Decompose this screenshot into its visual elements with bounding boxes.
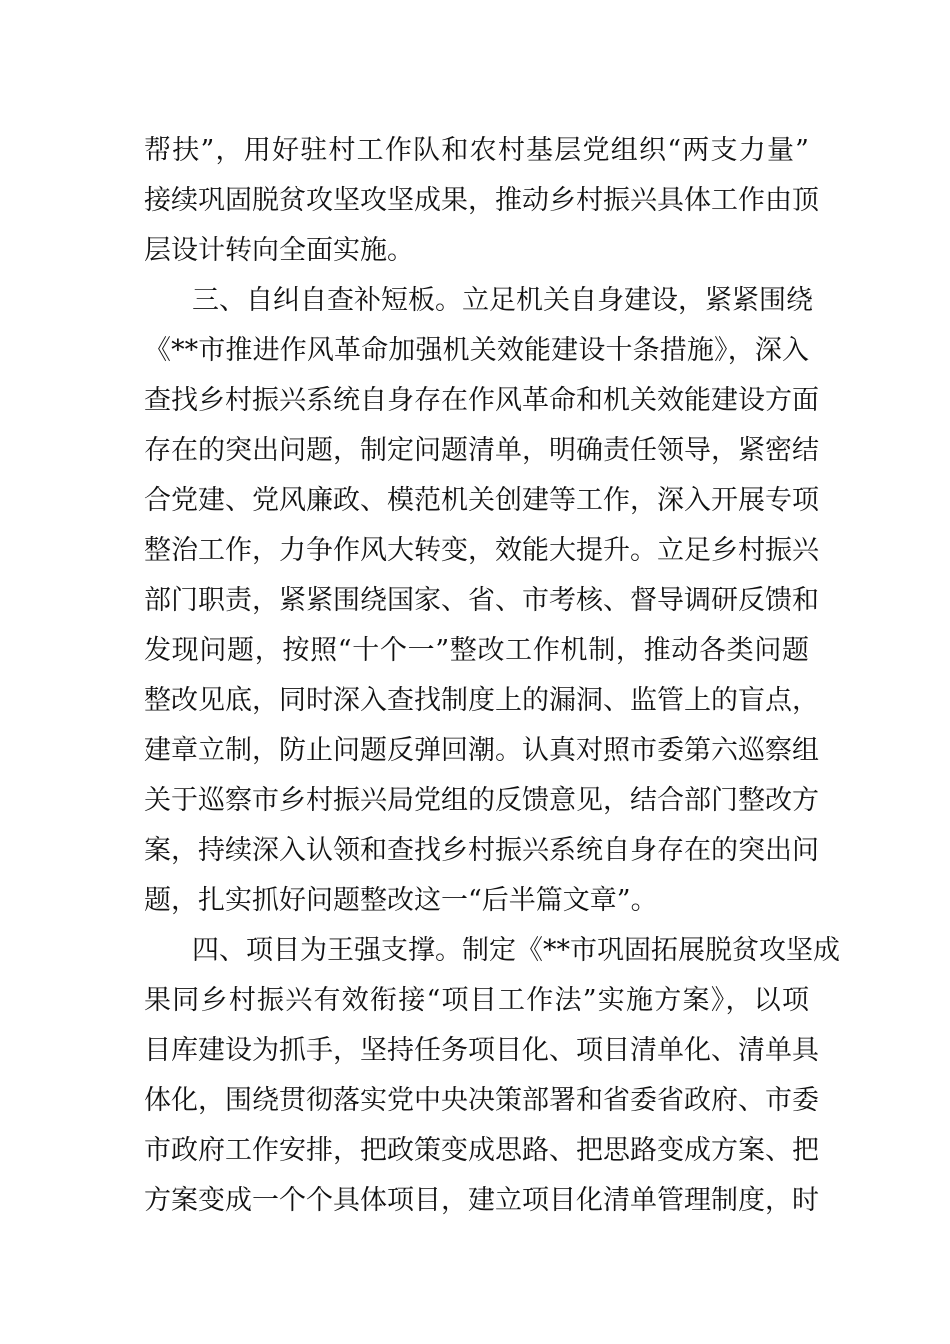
- text-line: 帮扶”，用好驻村工作队和农村基层党组织“两支力量”: [144, 135, 809, 166]
- paragraph-heading-line: 三、自纠自查补短板。立足机关自身建设，紧紧围绕: [192, 285, 813, 316]
- text-line: 《**市推进作风革命加强机关效能建设十条措施》，深入: [144, 335, 809, 366]
- text-line: 题，扎实抓好问题整改这一“后半篇文章”。: [144, 885, 658, 916]
- text-line: 层设计转向全面实施。: [144, 235, 414, 266]
- text-line: 整改见底，同时深入查找制度上的漏洞、监管上的盲点，: [144, 685, 819, 716]
- text-line: 接续巩固脱贫攻坚攻坚成果，推动乡村振兴具体工作由顶: [144, 185, 819, 216]
- text-line: 关于巡察市乡村振兴局党组的反馈意见，结合部门整改方: [144, 785, 819, 816]
- text-line: 建章立制，防止问题反弹回潮。认真对照市委第六巡察组: [144, 735, 819, 766]
- text-line: 查找乡村振兴系统自身存在作风革命和机关效能建设方面: [144, 385, 819, 416]
- paragraph-heading-line: 四、项目为王强支撑。制定《**市巩固拓展脱贫攻坚成: [192, 935, 840, 966]
- text-line: 案，持续深入认领和查找乡村振兴系统自身存在的突出问: [144, 835, 819, 866]
- text-line: 方案变成一个个具体项目，建立项目化清单管理制度，时: [144, 1185, 819, 1216]
- text-line: 部门职责，紧紧围绕国家、省、市考核、督导调研反馈和: [144, 585, 819, 616]
- text-line: 存在的突出问题，制定问题清单，明确责任领导，紧密结: [144, 435, 819, 466]
- text-line: 果同乡村振兴有效衔接“项目工作法”实施方案》，以项: [144, 985, 809, 1016]
- text-line: 发现问题，按照“十个一”整改工作机制，推动各类问题: [144, 635, 809, 666]
- text-line: 整治工作，力争作风大转变，效能大提升。立足乡村振兴: [144, 535, 819, 566]
- text-line: 合党建、党风廉政、模范机关创建等工作，深入开展专项: [144, 485, 819, 516]
- text-line: 市政府工作安排，把政策变成思路、把思路变成方案、把: [144, 1135, 819, 1166]
- text-line: 目库建设为抓手，坚持任务项目化、项目清单化、清单具: [144, 1035, 819, 1066]
- text-line: 体化，围绕贯彻落实党中央决策部署和省委省政府、市委: [144, 1085, 819, 1116]
